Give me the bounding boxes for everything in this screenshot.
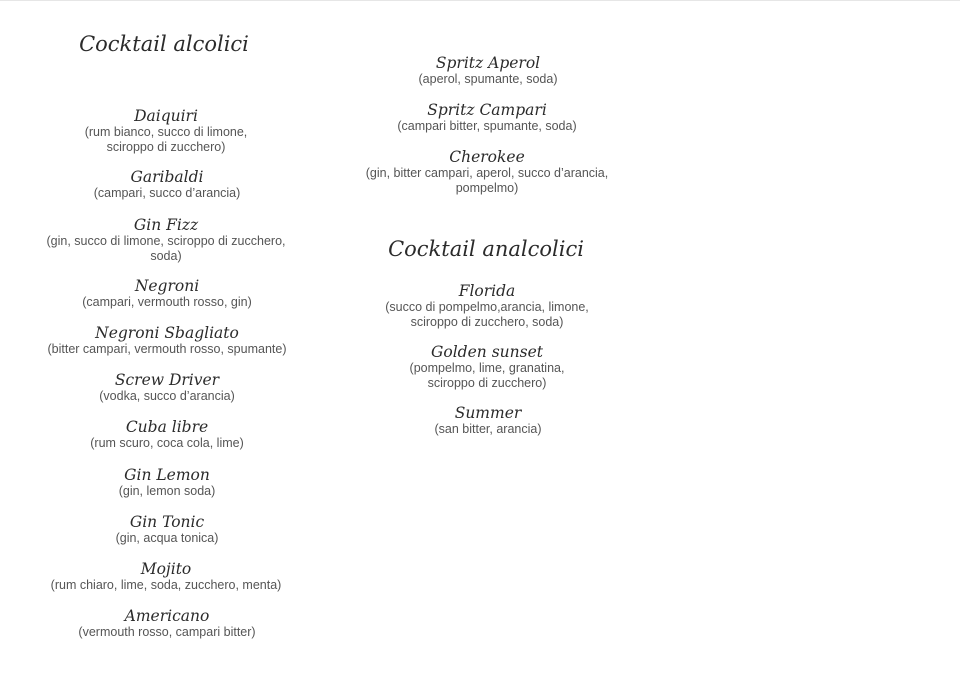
menu-item-cherokee [366, 148, 608, 195]
item-name: Cherokee [449, 148, 525, 166]
menu-item-mojito [51, 560, 282, 593]
item-description: (campari, succo d’arancia) [93, 186, 241, 200]
item-name: Florida [458, 282, 516, 300]
item-name: Gin Lemon [124, 466, 210, 484]
menu-item-negroni [82, 277, 252, 310]
item-name: Summer [454, 404, 522, 422]
menu-item-golden-sunset [410, 343, 565, 390]
item-name: Americano [124, 607, 210, 625]
item-description: (rum chiaro, lime, soda, zucchero, menta) [50, 578, 282, 592]
item-description: (gin, acqua tonica) [115, 531, 219, 545]
item-name: Negroni [134, 277, 200, 295]
item-name: Negroni Sbagliato [95, 324, 239, 342]
menu-item-gin-tonic [116, 513, 219, 546]
item-description: (rum bianco, succo di limone, sciroppo di zucchero) [84, 125, 248, 154]
item-description: (campari bitter, spumante, soda) [397, 119, 577, 133]
item-name: Screw Driver [114, 371, 220, 389]
item-name: Gin Tonic [129, 513, 205, 531]
item-description: (vermouth rosso, campari bitter) [78, 625, 256, 639]
section-title-analcolici: Cocktail analcolici [388, 237, 584, 261]
menu-item-gin-lemon [119, 466, 216, 499]
menu-item-daiquiri [85, 107, 248, 154]
menu-item-spritz-campari [397, 101, 576, 134]
menu-item-gin-fizz [46, 216, 285, 263]
item-description: (pompelmo, lime, granatina, sciroppo di zucchero) [409, 361, 565, 390]
item-name: Daiquiri [134, 107, 198, 125]
item-name: Cuba libre [125, 418, 209, 436]
menu-item-negroni-sbagliato [48, 324, 287, 357]
item-description: (gin, bitter campari, aperol, succo d’arancia, pompelmo) [365, 166, 609, 195]
menu-item-americano [78, 607, 255, 640]
item-description: (bitter campari, vermouth rosso, spumante) [47, 342, 287, 356]
menu-item-spritz-aperol [419, 54, 558, 87]
item-name: Spritz Aperol [435, 54, 541, 72]
menu-item-garibaldi [94, 168, 241, 201]
item-description: (san bitter, arancia) [434, 422, 542, 436]
item-name: Garibaldi [130, 168, 204, 186]
item-name: Mojito [140, 560, 192, 578]
item-description: (gin, lemon soda) [118, 484, 216, 498]
item-name: Spritz Campari [427, 101, 547, 119]
item-description: (gin, succo di limone, sciroppo di zucchero, soda) [46, 234, 286, 263]
item-description: (rum scuro, coca cola, lime) [90, 436, 244, 450]
menu-item-florida [385, 282, 589, 329]
item-description: (aperol, spumante, soda) [418, 72, 558, 86]
item-name: Gin Fizz [133, 216, 199, 234]
top-border [0, 0, 960, 1]
item-description: (campari, vermouth rosso, gin) [82, 295, 252, 309]
menu-item-screw-driver [99, 371, 234, 404]
menu-item-cuba-libre [90, 418, 244, 451]
item-description: (vodka, succo d’arancia) [99, 389, 235, 403]
item-name: Golden sunset [431, 343, 543, 361]
section-title-alcolici: Cocktail alcolici [79, 32, 249, 56]
item-description: (succo di pompelmo,arancia, limone, sciroppo di zucchero, soda) [385, 300, 589, 329]
menu-item-summer [435, 404, 542, 437]
